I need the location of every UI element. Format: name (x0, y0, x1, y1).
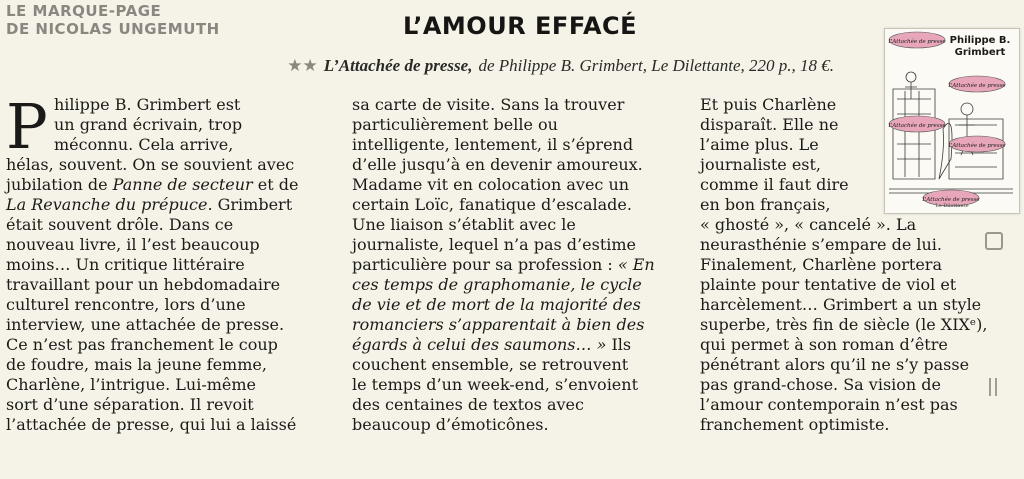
text-line: « ghosté », « cancelé ». La (700, 215, 917, 234)
article-title: L’AMOUR EFFACÉ (402, 12, 638, 40)
text-line: moins… Un critique littéraire (6, 255, 245, 274)
article-column-2 (352, 95, 655, 435)
book-title: L’Attachée de presse, (323, 56, 473, 75)
text-line: des centaines de textos avec (352, 395, 584, 414)
text-line: ces temps de graphomanie, le cycle (352, 275, 642, 294)
text-line: de vie et de mort de la majorité des (352, 295, 641, 314)
text-line: d’elle jusqu’à en devenir amoureux. (352, 155, 643, 174)
text-line: harcèlement… Grimbert a un style (700, 295, 982, 314)
text-line: travaillant pour un hebdomadaire (6, 275, 281, 294)
text-line: l’amour contemporain n’est pas (700, 395, 958, 414)
text-line: journaliste est, (700, 155, 822, 174)
text-line: nouveau livre, il l’est beaucoup (6, 235, 260, 254)
drop-cap: P (6, 90, 48, 163)
text-line: intelligente, lentement, il s’éprend (352, 135, 634, 154)
cover-speech-bubble (947, 76, 1006, 92)
text-line: journaliste, lequel n’a pas d’estime (352, 235, 636, 254)
text-line: un grand écrivain, trop (54, 115, 243, 134)
book-cover (884, 28, 1020, 214)
text-line: jubilation de Panne de secteur et de (6, 175, 299, 194)
text-line: particulière pour sa profession : « En (352, 255, 655, 274)
scroll-handle-icon[interactable] (986, 378, 1000, 398)
text-line: Madame vit en colocation avec un (352, 175, 630, 194)
svg-text:L’Attachée de presse: L’Attachée de presse (948, 143, 1006, 149)
text-line: égards à celui des saumons… » Ils (352, 335, 632, 354)
cover-speech-bubble (887, 116, 946, 132)
text-line: était souvent drôle. Dans ce (6, 215, 234, 234)
text-line: beaucoup d’émoticônes. (352, 415, 549, 434)
text-line: particulièrement belle ou (352, 115, 558, 134)
svg-text:L’Attachée de presse: L’Attachée de presse (888, 39, 946, 45)
text-line: La Revanche du prépuce. Grimbert (6, 195, 293, 214)
cover-publisher: Le Dilettante (935, 203, 969, 209)
text-line: franchement optimiste. (700, 415, 890, 434)
text-line: certain Loïc, fanatique d’escalade. (352, 195, 632, 214)
text-line: le temps d’un week-end, s’envoient (352, 375, 639, 394)
cover-author-line-2: Grimbert (954, 47, 1006, 58)
text-line: de foudre, mais la jeune femme, (6, 355, 267, 374)
cover-author-line-1: Philippe B. (949, 35, 1011, 46)
cover-speech-bubble (887, 32, 946, 48)
column-rubric (6, 2, 220, 38)
text-line: pas grand-chose. Sa vision de (700, 375, 942, 394)
book-details: de Philippe B. Grimbert, Le Dilettante, 220 p., 18 €. (478, 56, 834, 75)
text-line: superbe, très fin de siècle (le XIXᵉ), (700, 315, 988, 334)
text-line: sort d’une séparation. Il revoit (6, 395, 254, 414)
text-line: Et puis Charlène (700, 95, 837, 114)
rubric-line-1: LE MARQUE-PAGE (6, 2, 162, 20)
text-line: Ce n’est pas franchement le coup (6, 335, 278, 354)
text-line: hilippe B. Grimbert est (54, 95, 241, 114)
text-line: couchent ensemble, se retrouvent (352, 355, 629, 374)
text-line: neurasthénie s’empare de lui. (700, 235, 942, 254)
text-line: l’aime plus. Le (700, 135, 819, 154)
text-line: pénétrant alors qu’il ne s’y passe (700, 355, 970, 374)
cover-author (943, 35, 1017, 59)
svg-text:L’Attachée de presse: L’Attachée de presse (948, 83, 1006, 89)
text-line: romanciers s’apparentait à bien des (352, 315, 645, 334)
text-line: l’attachée de presse, qui lui a laissé (6, 415, 297, 434)
text-line: interview, une attachée de presse. (6, 315, 285, 334)
book-byline (287, 56, 834, 76)
text-line: Charlène, l’intrigue. Lui-même (6, 375, 257, 394)
rating-stars: ★★ (287, 56, 318, 75)
svg-text:L’Attachée de presse: L’Attachée de presse (922, 197, 980, 203)
text-line: culturel rencontre, lors d’une (6, 295, 246, 314)
text-line: Finalement, Charlène portera (700, 255, 942, 274)
rubric-line-2: DE NICOLAS UNGEMUTH (6, 20, 220, 38)
text-line: disparaît. Elle ne (700, 115, 839, 134)
page-control-icon[interactable] (985, 232, 1003, 250)
text-line: comme il faut dire (700, 175, 849, 194)
article-column-1 (6, 90, 299, 435)
svg-text:L’Attachée de presse: L’Attachée de presse (888, 123, 946, 129)
text-line: en bon français, (700, 195, 831, 214)
text-line: plainte pour tentative de viol et (700, 275, 957, 294)
cover-speech-bubble (947, 136, 1006, 152)
text-line: méconnu. Cela arrive, (54, 135, 234, 154)
text-line: Une liaison s’établit avec le (352, 215, 576, 234)
text-line: sa carte de visite. Sans la trouver (352, 95, 625, 114)
text-line: hélas, souvent. On se souvient avec (6, 155, 295, 174)
text-line: qui permet à son roman d’être (700, 335, 948, 354)
